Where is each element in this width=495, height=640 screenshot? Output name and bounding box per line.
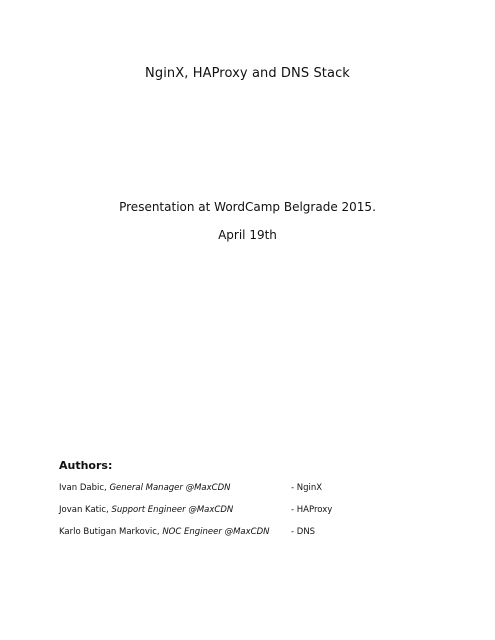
author-name: Ivan Dabic, [59,483,110,493]
author-topic: - NginX [291,483,323,493]
author-entry [59,483,231,493]
author-row [59,527,459,549]
author-role: General Manager @MaxCDN [109,483,231,493]
author-role: NOC Engineer @MaxCDN [162,527,270,537]
author-row [59,505,459,527]
document-title: NginX, HAProxy and DNS Stack [145,66,350,81]
author-role: Support Engineer @MaxCDN [111,505,234,515]
author-topic: - HAProxy [291,505,333,515]
document-date: April 19th [218,228,277,242]
document-subtitle: Presentation at WordCamp Belgrade 2015. [119,200,376,214]
author-entry [59,527,269,537]
author-entry [59,505,233,515]
author-name: Karlo Butigan Markovic, [59,527,163,537]
authors-list [59,483,459,549]
authors-heading: Authors: [59,459,113,472]
author-name: Jovan Katic, [59,505,112,515]
author-row [59,483,459,505]
author-topic: - DNS [291,527,316,537]
